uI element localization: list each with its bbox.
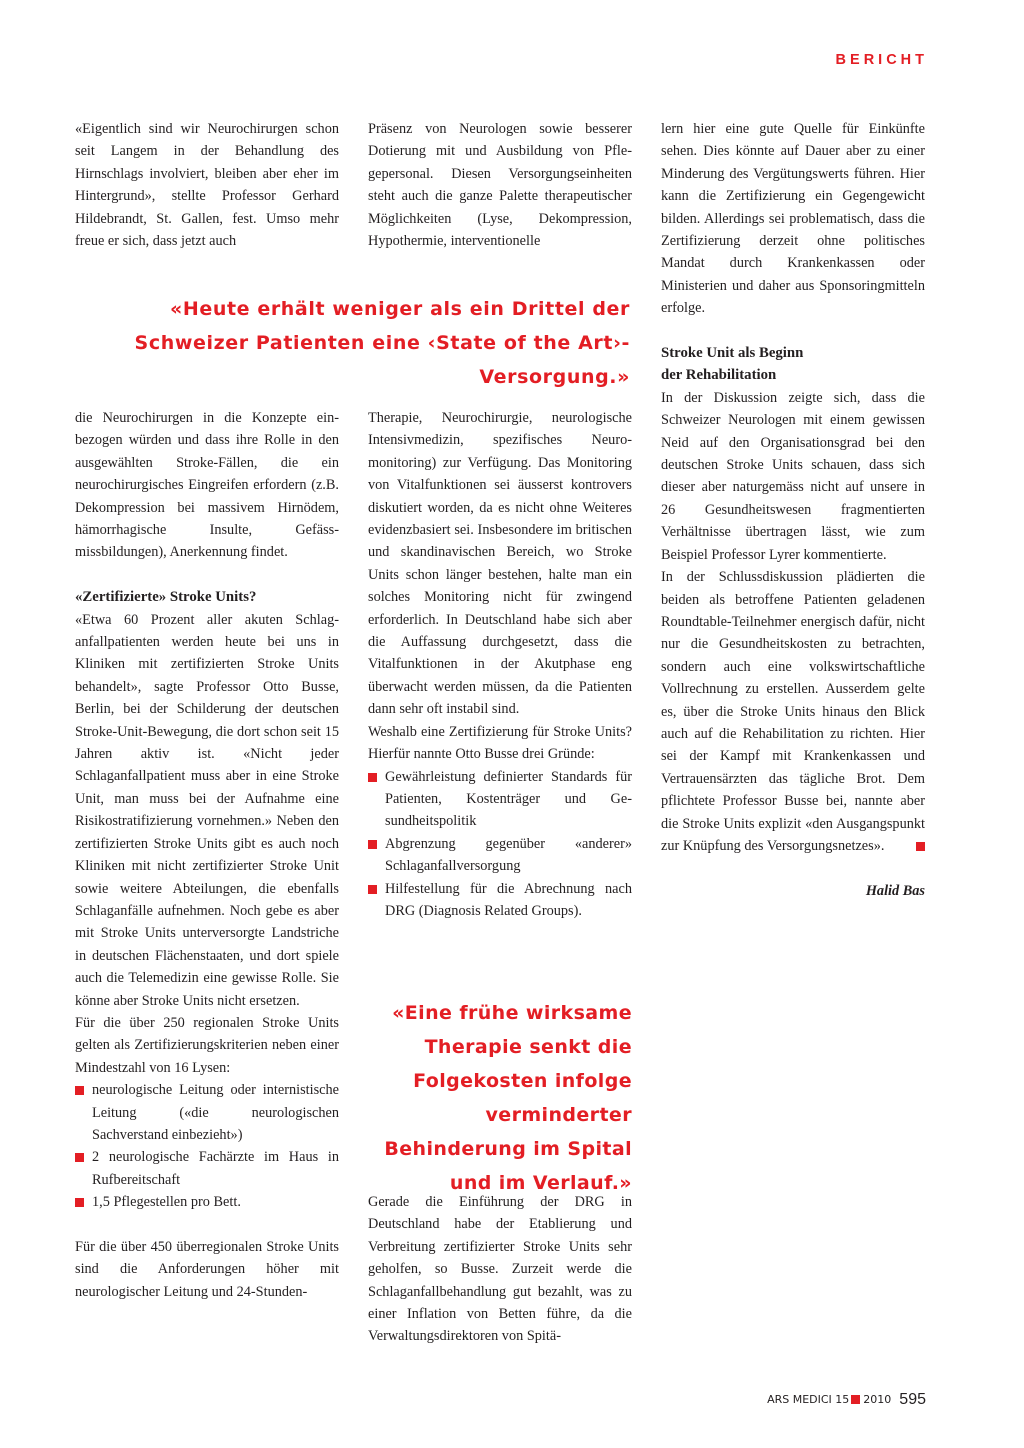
column-1-bottom bbox=[75, 407, 339, 1303]
column-2-bottom bbox=[368, 1191, 632, 1348]
red-square-bullet-icon bbox=[368, 840, 377, 849]
section-label: BERICHT bbox=[835, 52, 928, 68]
red-square-bullet-icon bbox=[75, 1086, 84, 1095]
list-item: 2 neurologische Fachärzte im Haus in Rufbereitschaft bbox=[75, 1146, 339, 1191]
criteria-list bbox=[75, 1079, 339, 1213]
subheading-stroke-unit: Stroke Unit als Beginn der Rehabilitation bbox=[661, 345, 804, 384]
subheading-zertifizierte: «Zertifizierte» Stroke Units? bbox=[75, 589, 257, 606]
red-square-bullet-icon bbox=[368, 773, 377, 782]
red-square-separator-icon bbox=[851, 1395, 860, 1404]
paragraph: Für die über 450 überregionalen Stroke Units sind die Anforderungen höher mit neurologischer Leitung und 24-Stunden- bbox=[75, 1239, 339, 1300]
list-item: Gewährleistung definierter Standards für Patienten, Kostenträger und Gesundheitspolitik bbox=[368, 766, 632, 833]
author-byline: Halid Bas bbox=[865, 882, 925, 899]
paragraph: In der Diskussion zeigte sich, dass die Schweizer Neurologen mit einem gewissen Neid auf den Organisationsgrad bei den deutschen Stroke Units schauen, dass sich dieser aber naturgemäss nicht auf unsere in 26 Gesundheitswesen fragmentierten Verhältnisse übertragen lässt, wie zum Beispiel Professor Lyrer kommentierte. bbox=[661, 389, 925, 563]
list-item: 1,5 Pflegestellen pro Bett. bbox=[75, 1191, 339, 1213]
column-2-middle bbox=[368, 407, 632, 922]
red-square-end-mark-icon bbox=[916, 842, 925, 851]
paragraph: Für die über 250 regionalen Stroke Units gelten als Zertifizierungskriterien neben einer Mindestzahl von 16 Lysen: bbox=[75, 1014, 339, 1076]
column-1-top bbox=[75, 118, 339, 252]
issue-year: 2010 bbox=[863, 1393, 892, 1406]
paragraph: Präsenz von Neurologen sowie besserer Dotierung mit und Ausbildung von Pflegepersonal. Diesen Versorgungseinheiten steht auch die ganze Palette therapeutischer Möglichkeiten (Lyse, Dekompression, Hypothermie, interventionelle bbox=[368, 121, 632, 250]
paragraph: «Etwa 60 Prozent aller akuten Schlaganfallpatienten werden heute bei uns in Kliniken mit zertifizierten Stroke Units behandelt», sagte Professor Otto Busse, Berlin, bei der Schilderung der deutschen Stroke-Unit-Bewegung, die dort schon seit 15 Jahren aktiv ist. «Nicht jeder Schlaganfallpatient muss aber in eine Stroke Unit, man muss bei der Aufnahme eine Risikostratifizierung vornehmen.» Neben den zertifizierten Stroke Units gibt es auch noch Kliniken mit nicht zertifizierter Stroke Unit sowie weitere Abteilungen, die ebenfalls Schlaganfälle aufnehmen. Noch gebe es aber mit Stroke Units unterversorgte Landstriche in deutschen Flächenstaaten, und dort spiele auch die Telemedizin eine gewisse Rolle. Sie könne aber Stroke Units nicht ersetzen. bbox=[75, 611, 339, 1009]
paragraph: Gerade die Einführung der DRG in Deutschland habe der Etablierung und Verbreitung zertifizierter Stroke Units sehr geholfen, so Busse. Zurzeit werde die Schlaganfallbehandlung gut bezahlt, was zu einer Inflation von Betten führe, da die Verwaltungsdirektoren von Spitä- bbox=[368, 1194, 632, 1345]
list-item: neurologische Leitung oder internistische Leitung («die neurologischen Sachverstand einbezieht») bbox=[75, 1079, 339, 1146]
red-square-bullet-icon bbox=[368, 885, 377, 894]
paragraph: Weshalb eine Zertifizierung für Stroke Units? Hierfür nannte Otto Busse drei Gründe: bbox=[368, 723, 632, 763]
column-3 bbox=[661, 118, 925, 902]
red-square-bullet-icon bbox=[75, 1153, 84, 1162]
pull-quote-1: «Heute erhält weniger als ein Drittel der Schweizer Patienten eine ‹State of the Art›-Versorgung.» bbox=[134, 298, 630, 388]
red-square-bullet-icon bbox=[75, 1198, 84, 1207]
page-number: 595 bbox=[899, 1391, 926, 1408]
list-item: Abgrenzung gegenüber «anderer» Schlaganfallversorgung bbox=[368, 833, 632, 878]
pull-quote-2: «Eine frühe wirksame Therapie senkt die Folgekosten infolge verminderter Behinderung im Spital und im Verlauf.» bbox=[384, 1002, 632, 1194]
paragraph: die Neurochirurgen in die Konzepte einbezogen würden und dass ihre Rolle in den ausgewählten Stroke-Fällen, die ein neurochirurgisches Eingreifen erfordern (z.B. Dekompression bei massivem Hirnödem, hämorrhagische Insulte, Gefässmissbildungen), Anerkennung findet. bbox=[75, 410, 339, 561]
paragraph: lern hier eine gute Quelle für Einkünfte sehen. Dies könnte auf Dauer aber zu einer Minderung des Vergütungswerts führen. Hier kann die Zertifizierung ein Gegengewicht bilden. Allerdings sei problematisch, dass die Zertifizierung derzeit ohne politisches Mandat durch Krankenkassen oder Ministerien und daher aus Sponsoringmitteln erfolge. bbox=[661, 121, 925, 317]
paragraph: In der Schlussdiskussion plädierten die beiden als betroffene Patienten geladenen Roundtable-Teilnehmer energisch dafür, nicht nur die Gesundheitskosten zu betrachten, sondern auch eine volkswirtschaftliche Vollrechnung zu erstellen. Ausserdem gelte es, über die Stroke Units hinaus den Blick auch auf die Rehabilitation zu richten. Hier sei der Kampf mit Krankenkassen und Vertrauensärzten das tägliche Brot. Dem pflichtete Professor Busse bei, nannte aber die Stroke Units explizit «den Ausgangspunkt zur Knüpfung des Versorgungsnetzes». bbox=[661, 569, 925, 854]
paragraph: «Eigentlich sind wir Neurochirurgen schon seit Langem in der Behandlung des Hirnschlags involviert, bleiben aber eher im Hintergrund», stellte Professor Gerhard Hildebrandt, St. Gallen, fest. Umso mehr freue er sich, dass jetzt auch bbox=[75, 121, 339, 250]
paragraph: Therapie, Neurochirurgie, neurologische Intensivmedizin, spezifisches Neuromonitoring) zur Verfügung. Das Monitoring von Vitalfunktionen sei äusserst kontrovers diskutiert worden, da es nicht ohne Weiteres evidenzbasiert sei. Insbesondere im britischen und skandinavischen Bereich, wo Stroke Units schon länger bestehen, halte man ein solches Monitoring nicht für zwingend erforderlich. In Deutschland habe sich aber die Auffassung durchgesetzt, dass die Vitalfunktionen in der Akutphase eng überwacht werden müssen, da die Patienten dann sehr oft instabil sind. bbox=[368, 410, 632, 718]
reasons-list bbox=[368, 766, 632, 923]
journal-name: ARS MEDICI 15 bbox=[767, 1393, 850, 1406]
page-footer bbox=[767, 1391, 926, 1409]
column-2-top bbox=[368, 118, 632, 252]
list-item: Hilfestellung für die Abrechnung nach DRG (Diagnosis Related Groups). bbox=[368, 878, 632, 923]
